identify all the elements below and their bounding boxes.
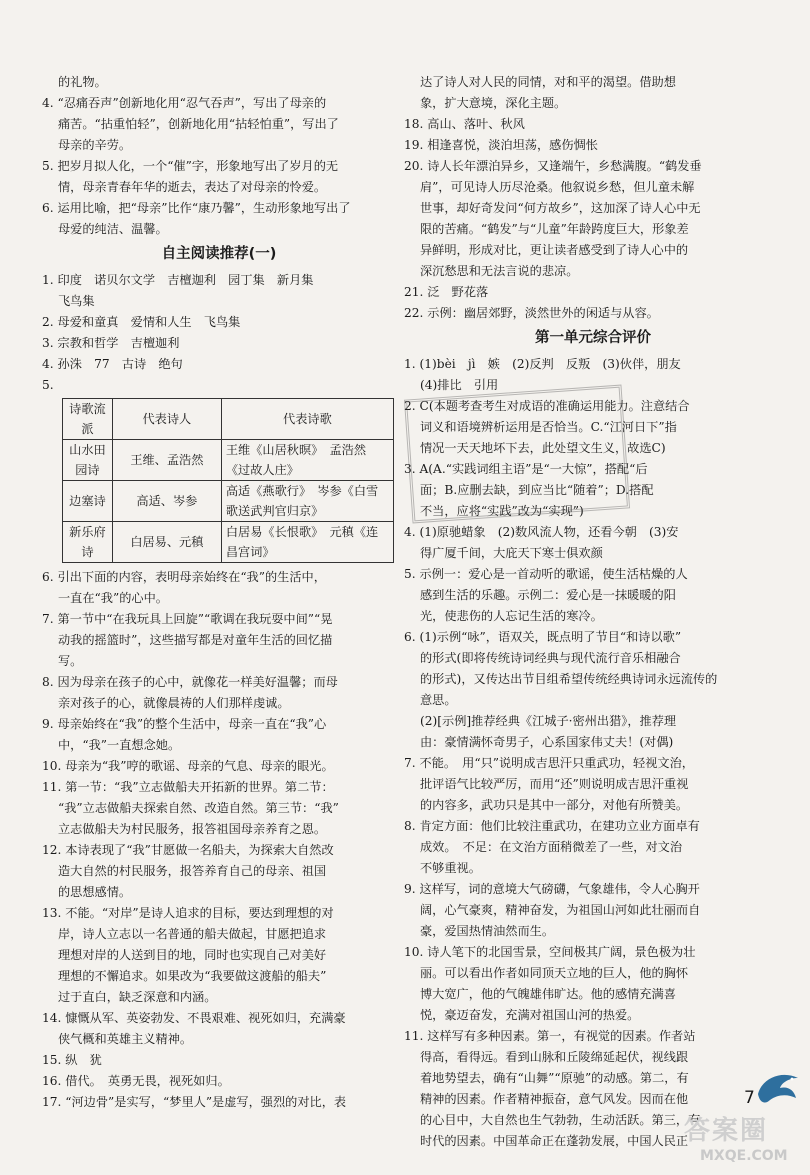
answer-line: 3. 宗教和哲学 吉檀迦利 <box>42 336 180 350</box>
answer-line: 11. 第一节：“我”立志做船夫开拓新的世界。第二节： <box>42 780 334 794</box>
answer-line: 9. 母亲始终在“我”的整个生活中，母亲一直在“我”心 <box>42 717 327 731</box>
answer-line: 5. 示例一：爱心是一首动听的歌谣，使生活枯燥的人 <box>404 567 688 581</box>
answer-line: 动我的摇篮时”，这些描写都是对童年生活的回忆描 <box>58 633 333 647</box>
answer-line: 8. 因为母亲在孩子的心中，就像花一样美好温馨；而母 <box>42 675 338 689</box>
answer-line: 中，“我”一直想念她。 <box>58 738 181 752</box>
answer-line: 5. 把岁月拟人化，一个“催”字，形象地写出了岁月的无 <box>42 159 339 173</box>
table-cell-school: 边塞诗 <box>63 481 113 522</box>
answer-line: 6. (1)示例“咏”，语双关，既点明了节目“和诗以歌” <box>404 630 682 644</box>
answer-line: 世事，却好奇发问“何方故乡”，这加深了诗人心中无 <box>420 201 701 215</box>
answer-line: 感到生活的乐趣。示例二：爱心是一抹暖暖的阳 <box>420 588 676 602</box>
answer-line: 侠气概和英雄主义精神。 <box>58 1032 193 1046</box>
table-cell-works: 白居易《长恨歌》 元稹《连昌宫词》 <box>221 522 393 563</box>
answer-line: 的内容多，武功只是其中一部分，对他有所赞美。 <box>420 798 689 812</box>
answer-line: 写。 <box>58 654 83 668</box>
answer-line: 不够重视。 <box>420 861 481 875</box>
answer-line: 达了诗人对人民的同情，对和平的渴望。借助想 <box>420 75 676 89</box>
answer-line: 情，母亲青春年华的逝去，表达了对母亲的怜爱。 <box>58 180 327 194</box>
answer-line: 21. 泛 野花落 <box>404 285 489 299</box>
answer-line: 亲对孩子的心，就像晨祷的人们那样虔诚。 <box>58 696 290 710</box>
answer-line: 限的苦痛。“鹤发”与“儿童”年龄跨度巨大，形象差 <box>420 222 689 236</box>
answer-line: 5. <box>42 378 54 392</box>
answer-line: 由：豪情满怀奇男子，心系国家伟丈夫！(对偶) <box>420 735 674 749</box>
section-title-reading: 自主阅读推荐(一) <box>161 246 277 262</box>
watermark-url: MXQE.COM <box>700 1148 788 1164</box>
left-top-answers <box>42 72 396 240</box>
answer-line: 批评语气比较严厉，而用“还”则说明成吉思汗重视 <box>420 777 689 791</box>
answer-line: 造大自然的村民服务，报答养育自己的母亲、祖国 <box>58 864 327 878</box>
answer-line: 1. 印度 诺贝尔文学 吉檀迦利 园丁集 新月集 <box>42 273 314 287</box>
answer-line: 异鲜明，形成对比，更让读者感受到了诗人心中的 <box>420 243 689 257</box>
table-header-row <box>63 399 394 440</box>
left-column <box>42 72 396 1113</box>
answer-line: 7. 不能。 用“只”说明成吉思汗只重武功，轻视文治， <box>404 756 694 770</box>
answer-line: 的心目中，大自然也生气勃勃，生动活跃。第三，有 <box>420 1113 701 1127</box>
right-top-answers <box>404 72 782 324</box>
right-column <box>404 72 782 1152</box>
answer-line: 豪，爱国热情油然而生。 <box>420 924 555 938</box>
answer-line: 博大宽广，他的气魄雄伟旷达。他的感情充满喜 <box>420 987 676 1001</box>
left-mid-answers <box>42 270 396 396</box>
answer-line: 6. 引出下面的内容，表明母亲始终在“我”的生活中， <box>42 570 326 584</box>
answer-line: 18. 高山、落叶、秋风 <box>404 117 525 131</box>
answer-line: 的形式)，又传达出节目组希望传统经典诗词永远流传的 <box>420 672 718 686</box>
answer-line: 情况一天天地坏下去，此处望文生义，故选C) <box>420 441 666 455</box>
answer-line: 9. 这样写，词的意境大气磅礴，气象雄伟，令人心胸开 <box>404 882 700 896</box>
answer-line: 光，使悲伤的人忘记生活的寒冷。 <box>420 609 603 623</box>
table-header-cell: 代表诗歌 <box>221 399 393 440</box>
answer-line: 12. 本诗表现了“我”甘愿做一名船夫，为探索大自然改 <box>42 843 334 857</box>
answer-line: 肩”，可见诗人历尽沧桑。他叙说乡愁，但儿童未解 <box>420 180 695 194</box>
answer-line: 不当，应将“实践”改为“实现”) <box>420 504 584 518</box>
answer-line: 悦，豪迈奋发，充满对祖国山河的热爱。 <box>420 1008 640 1022</box>
ink-stamp <box>404 385 630 524</box>
table-row <box>63 440 394 481</box>
table-row <box>63 481 394 522</box>
answer-line: 10. 母亲为“我”哼的歌谣、母亲的气息、母亲的眼光。 <box>42 759 334 773</box>
table-cell-works: 王维《山居秋暝》 孟浩然《过故人庄》 <box>221 440 393 481</box>
answer-line: 一直在“我”的心中。 <box>58 591 168 605</box>
answer-line: 4. 孙洙 77 古诗 绝句 <box>42 357 183 371</box>
table-cell-poets: 高适、岑参 <box>112 481 221 522</box>
answer-line: 过于直白，缺乏深意和内涵。 <box>58 990 217 1004</box>
table-header-cell: 代表诗人 <box>112 399 221 440</box>
section-title-unit-review: 第一单元综合评价 <box>535 330 651 346</box>
dolphin-icon <box>752 1064 804 1112</box>
answer-line: 8. 肯定方面：他们比较注重武功，在建功立业方面卓有 <box>404 819 700 833</box>
answer-line: 意思。 <box>420 693 457 707</box>
answer-line: 词义和语境辨析运用是否恰当。C.“江河日下”指 <box>420 420 677 434</box>
table-cell-school: 山水田园诗 <box>63 440 113 481</box>
answer-line: 阔，心气豪爽，精神奋发，为祖国山河如此壮丽而自 <box>420 903 701 917</box>
poetry-school-table <box>62 398 394 563</box>
answer-line: 理想的不懈追求。如果改为“我要做这渡船的船夫” <box>58 969 327 983</box>
answer-line: 精神的因素。作者精神振奋，意气风发。因而在他 <box>420 1092 689 1106</box>
answer-line: 痛苦。“拈重怕轻”，创新地化用“拈轻怕重”，写出了 <box>58 117 339 131</box>
answer-line: 面；B.应删去缺，到应当比“随着”；D.搭配 <box>420 483 654 497</box>
answer-line: 11. 这样写有多种因素。第一，有视觉的因素。作者站 <box>404 1029 696 1043</box>
answer-line: 15. 纵 犹 <box>42 1053 102 1067</box>
answer-line: 母亲的辛劳。 <box>58 138 132 152</box>
answer-line: 17. “河边骨”是实写，“梦里人”是虚写，强烈的对比，表 <box>42 1095 347 1109</box>
table-cell-poets: 王维、孟浩然 <box>112 440 221 481</box>
answer-line: 飞鸟集 <box>58 294 95 308</box>
answer-line: 着地势望去，确有“山舞”“原驰”的动感。第二，有 <box>420 1071 689 1085</box>
answer-line: (2)[示例]推荐经典《江城子·密州出猎》，推荐理 <box>420 714 677 728</box>
answer-line: 22. 示例：幽居郊野，淡然世外的闲适与从容。 <box>404 306 659 320</box>
answer-line: 成效。 不足：在文治方面稍微差了一些，对文治 <box>420 840 683 854</box>
answer-line: (4)排比 引用 <box>420 378 499 392</box>
answer-line: 象，扩大意境，深化主题。 <box>420 96 567 110</box>
answer-line: 得广厦千间，大庇天下寒士俱欢颜 <box>420 546 603 560</box>
table-cell-poets: 白居易、元稹 <box>112 522 221 563</box>
left-bottom-answers <box>42 567 396 1113</box>
answer-line: 13. 不能。“对岸”是诗人追求的目标，要达到理想的对 <box>42 906 334 920</box>
answer-line: 立志做船夫为村民服务，报答祖国母亲养育之恩。 <box>58 822 327 836</box>
answer-line: 4. “忍痛吞声”创新地化用“忍气吞声”，写出了母亲的 <box>42 96 327 110</box>
answer-line: 7. 第一节中“在我玩具上回旋”“歌调在我玩耍中间”“晃 <box>42 612 333 626</box>
answer-line: 丽。可以看出作者如同顶天立地的巨人，他的胸怀 <box>420 966 689 980</box>
answer-line: 16. 借代。 英勇无畏，视死如归。 <box>42 1074 230 1088</box>
answer-line: 得高，看得远。看到山脉和丘陵绵延起伏，视线跟 <box>420 1050 689 1064</box>
answer-line: “我”立志做船夫探索自然、改造自然。第三节：“我” <box>58 801 339 815</box>
answer-line: 的礼物。 <box>58 75 107 89</box>
table-cell-school: 新乐府诗 <box>63 522 113 563</box>
table-row <box>63 522 394 563</box>
answer-line: 19. 相逢喜悦，淡泊坦荡，感伤惆怅 <box>404 138 598 152</box>
table-cell-works: 高适《燕歌行》 岑参《白雪歌送武判官归京》 <box>221 481 393 522</box>
answer-line: 10. 诗人笔下的北国雪景，空间极其广阔，景色极为壮 <box>404 945 696 959</box>
answer-line: 14. 慷慨从军、英姿勃发、不畏艰难、视死如归，充满豪 <box>42 1011 346 1025</box>
answer-line: 岸，诗人立志以一名普通的船夫做起，甘愿把追求 <box>58 927 327 941</box>
answer-line: 2. C(本题考查考生对成语的准确运用能力。注意结合 <box>404 399 690 413</box>
answer-line: 深沉愁思和无法言说的悲凉。 <box>420 264 579 278</box>
table-header-cell: 诗歌流派 <box>63 399 113 440</box>
answer-line: 时代的因素。中国革命正在蓬勃发展，中国人民正 <box>420 1134 689 1148</box>
page-number: 7 <box>744 1088 755 1108</box>
answer-line: 6. 运用比喻，把“母亲”比作“康乃馨”，生动形象地写出了 <box>42 201 351 215</box>
answer-line: 理想对岸的人送到目的地，同时也实现自己对美好 <box>58 948 327 962</box>
answer-line: 的思想感情。 <box>58 885 132 899</box>
answer-line: 20. 诗人长年漂泊异乡，又逢端午，乡愁满腹。“鹤发垂 <box>404 159 702 173</box>
answer-line: 的形式(即将传统诗词经典与现代流行音乐相融合 <box>420 651 681 665</box>
watermark-logo: 答案圈 <box>684 1116 769 1146</box>
answer-line: 2. 母爱和童真 爱情和人生 飞鸟集 <box>42 315 241 329</box>
answer-line: 3. A(A.“实践词组主语”是“一大惊”，搭配“后 <box>404 462 648 476</box>
answer-line: 1. (1)bèi jì 嫉 (2)反判 反叛 (3)伙伴，朋友 <box>404 357 681 371</box>
answer-line: 4. (1)原驰蜡象 (2)数风流人物，还看今朝 (3)安 <box>404 525 679 539</box>
answer-line: 母爱的纯洁、温馨。 <box>58 222 168 236</box>
